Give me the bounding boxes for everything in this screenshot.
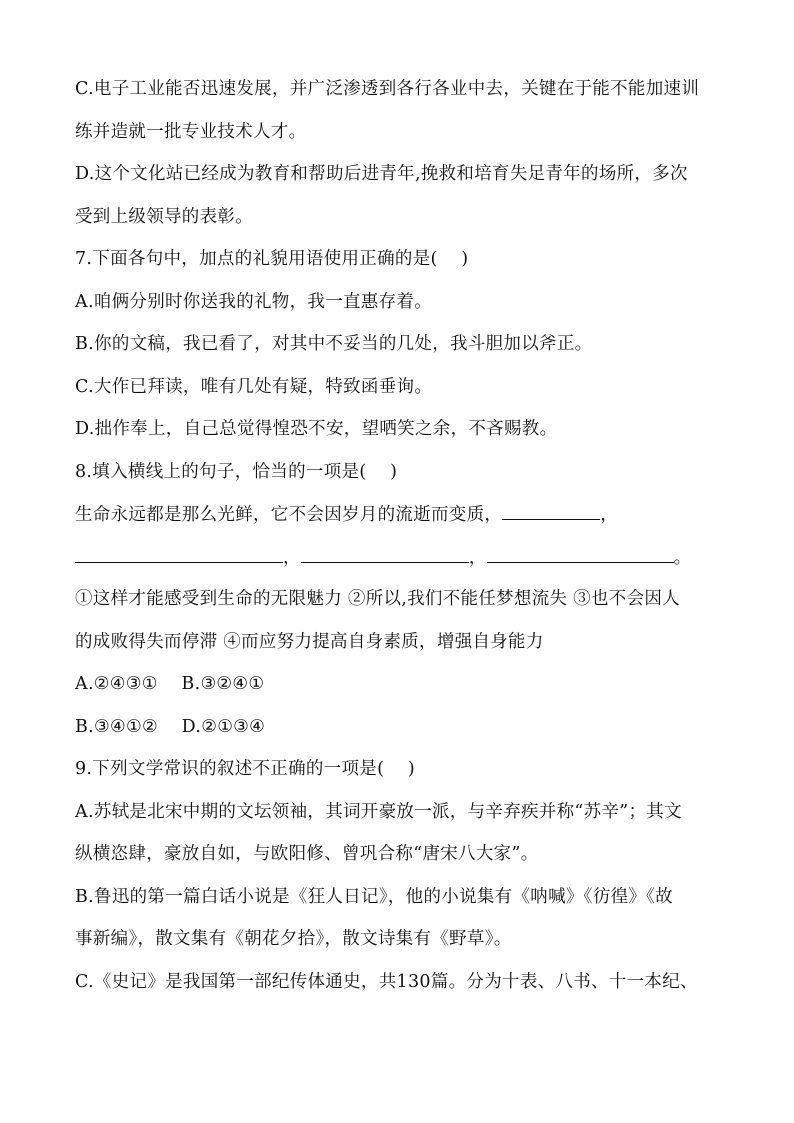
answer-options-row: B.③④①② D.②①③④	[75, 716, 266, 737]
text-line: 事新编》，散文集有《朝花夕拾》，散文诗集有《野草》。	[75, 929, 512, 949]
question-9-stem: 9.下列文学常识的叙述不正确的一项是( )	[75, 759, 416, 779]
question-7-stem: 7.下面各句中，加点的礼貌用语使用正确的是( )	[75, 249, 469, 269]
document-page	[75, 74, 735, 1009]
option-c: C.《史记》是我国第一部纪传体通史，共130篇。分为十表、八书、十一本纪、	[75, 971, 698, 992]
answer-blank-4	[487, 542, 674, 563]
text-line: D.这个文化站已经成为教育和帮助后进青年,挽救和培育失足青年的场所，多次	[75, 164, 688, 184]
fill-in-line-2	[75, 542, 735, 585]
sentence-choices: ①这样才能感受到生命的无限魅力 ②所以,我们不能任梦想流失 ③也不会因人	[75, 589, 680, 609]
answer-blank-3	[301, 542, 469, 563]
question-8-stem: 8.填入横线上的句子，恰当的一项是( )	[75, 461, 398, 482]
answer-blank-2	[75, 542, 283, 563]
option-a: A.苏轼是北宋中期的文坛领袖，其词开豪放一派，与辛弃疾并称“苏辛”；其文	[75, 801, 682, 822]
answer-options-row: A.②④③① B.③②④①	[75, 674, 265, 694]
option-b: B.你的文稿，我已看了，对其中不妥当的几处，我斗胆加以斧正。	[75, 334, 593, 354]
sentence-choices: 的成败得失而停滞 ④而应努力提高自身素质，增强自身能力	[75, 631, 544, 652]
comma: ，	[283, 547, 301, 568]
option-b: B.鲁迅的第一篇白话小说是《狂人日记》，他的小说集有《呐喊》《彷徨》《故	[75, 886, 673, 907]
text-line: 受到上级领导的表彰。	[75, 206, 253, 227]
option-a: A.咱俩分别时你送我的礼物，我一直惠存着。	[75, 291, 432, 312]
fill-in-line-1	[75, 499, 735, 542]
fill-in-lead-text: 生命永远都是那么光鲜，它不会因岁月的流逝而变质，	[75, 505, 503, 525]
text-line: 纵横恣肆，豪放自如，与欧阳修、曾巩合称“唐宋八大家”。	[75, 844, 539, 864]
comma: ，	[468, 547, 487, 568]
text-line: C.电子工业能否迅速发展，并广泛渗透到各行各业中去，关键在于能不能加速训	[75, 79, 700, 99]
option-c: C.大作已拜读，唯有几处有疑，特致函垂询。	[75, 376, 433, 397]
text-line: 练并造就一批专业技术人才。	[75, 121, 307, 142]
comma: ，	[600, 505, 619, 525]
period: 。	[673, 547, 692, 568]
option-d: D.拙作奉上，自己总觉得惶恐不安，望哂笑之余，不吝赐教。	[75, 419, 558, 439]
answer-blank-1	[502, 499, 600, 520]
